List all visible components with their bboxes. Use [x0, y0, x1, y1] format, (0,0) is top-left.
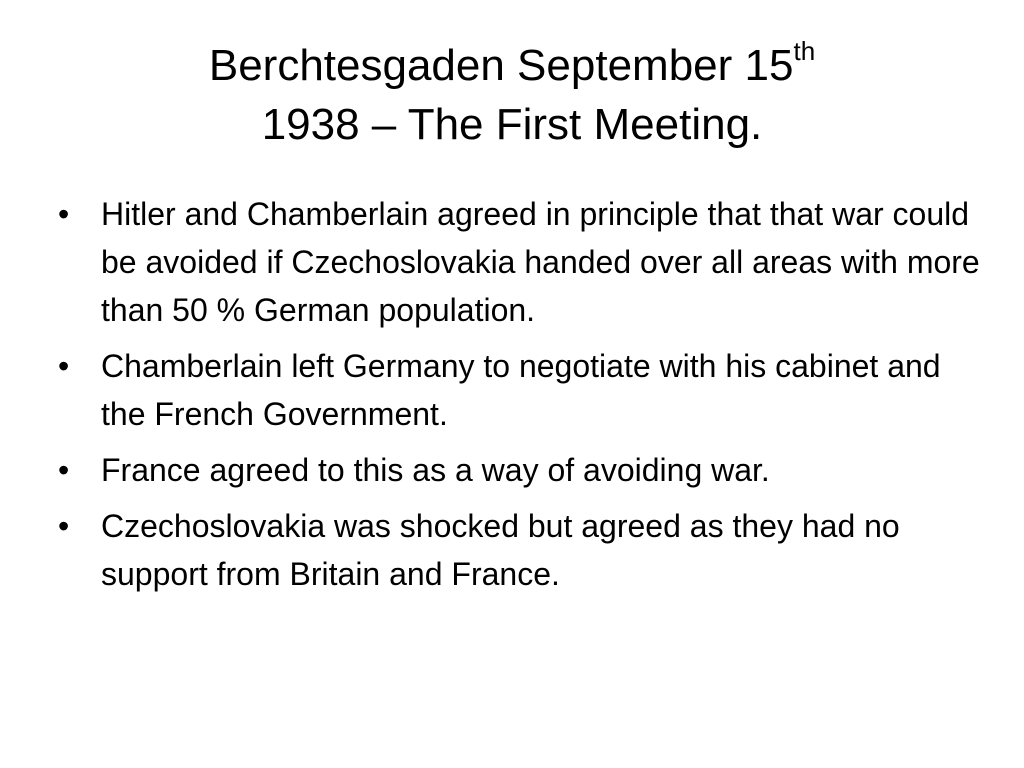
bullet-text: France agreed to this as a way of avoiding war.: [101, 452, 770, 488]
title-line2: 1938 – The First Meeting.: [261, 100, 763, 149]
bullet-item: [56, 446, 986, 494]
bullet-list: [56, 190, 986, 606]
title-superscript: th: [793, 36, 816, 67]
bullet-dot-icon: •: [58, 508, 70, 544]
bullet-item: [56, 342, 986, 438]
bullet-dot-icon: •: [58, 348, 70, 384]
bullet-dot-icon: •: [58, 196, 70, 232]
bullet-item: [56, 502, 986, 598]
bullet-text: Czechoslovakia was shocked but agreed as they had no support from Britain and France.: [101, 508, 900, 592]
slide-title: [60, 36, 964, 154]
bullet-dot-icon: •: [58, 452, 70, 488]
bullet-text: Chamberlain left Germany to negotiate with his cabinet and the French Government.: [101, 348, 941, 432]
bullet-text: Hitler and Chamberlain agreed in principle that that war could be avoided if Czechoslovakia handed over all areas with more than 50 % German population.: [101, 196, 980, 328]
bullet-item: [56, 190, 986, 334]
title-line1-main: Berchtesgaden September 15: [208, 41, 794, 90]
